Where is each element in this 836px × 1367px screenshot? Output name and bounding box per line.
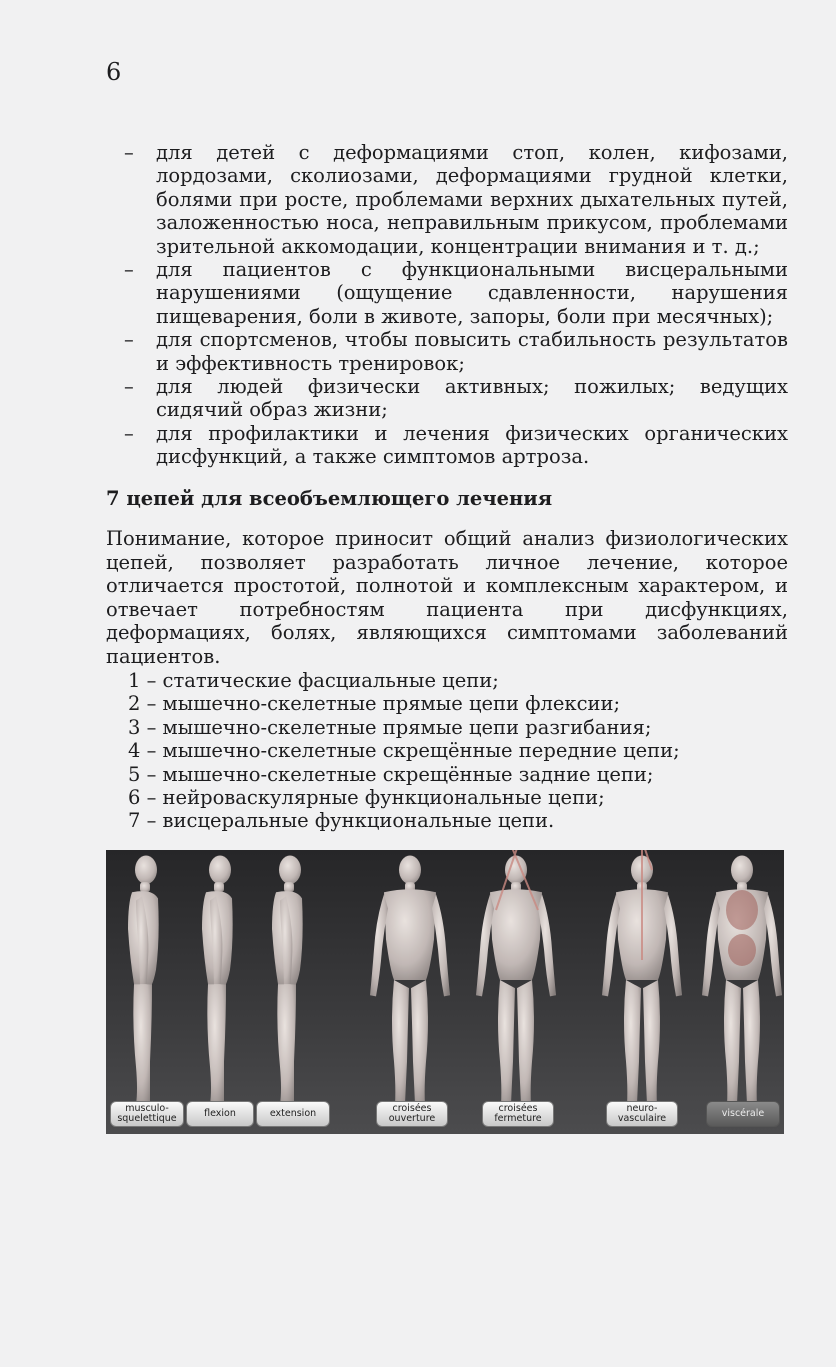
- section-heading: 7 цепей для всеобъемлющего лечения: [106, 487, 553, 510]
- caption-line: squelettique: [117, 1113, 177, 1124]
- page-number: 6: [106, 58, 122, 86]
- chain-list-item: 4 – мышечно-скелетные скрещённые передние цепи;: [128, 739, 680, 763]
- caption-line: fermeture: [494, 1113, 542, 1124]
- caption-line: flexion: [204, 1108, 236, 1119]
- chain-list-item: 5 – мышечно-скелетные скрещённые задние цепи;: [128, 762, 654, 786]
- chain-list-item: 6 – нейроваскулярные функциональные цепи;: [128, 786, 605, 810]
- chain-list-item: 7 – висцеральные функциональные цепи.: [128, 809, 555, 833]
- chain-list-item: 2 – мышечно-скелетные прямые цепи флексии;: [128, 692, 621, 716]
- list-item: [124, 258, 788, 328]
- caption-line: ouverture: [388, 1113, 436, 1124]
- caption-line: croisées: [498, 1103, 538, 1114]
- caption-line: musculo-: [125, 1103, 169, 1114]
- chain-list-item: 3 – мышечно-скелетные прямые цепи разгибания;: [128, 715, 652, 739]
- list-item-text: для спортсменов, чтобы повысить стабильность результатов и эффективность тренировок;: [156, 328, 788, 375]
- body-chains-figure: [106, 850, 784, 1134]
- indication-list: [124, 141, 788, 469]
- list-item-text: для профилактики и лечения физических органических дисфункций, а также симптомов артроза.: [156, 421, 788, 469]
- section-paragraph: Понимание, которое приносит общий анализ физиологических цепей, позволяет разработать личное лечение, которое отличается простотой, полнотой и комплексным характером, и отвечает потребностям пациента при дисфункциях, деформациях, болях, являющихся симптомами заболеваний пациентов.: [106, 527, 788, 668]
- chain-list: [128, 669, 680, 833]
- caption-line: extension: [269, 1108, 317, 1119]
- list-dash: –: [124, 375, 134, 399]
- figure-caption: [186, 1101, 254, 1127]
- figure-caption: [482, 1101, 554, 1127]
- list-dash: –: [124, 141, 134, 164]
- figure-caption: [376, 1101, 448, 1127]
- list-item: [124, 422, 788, 469]
- list-item-text: для пациентов с функциональными висцеральными нарушениями (ощущение сдавленности, нарушения пищеварения, боли в животе, запоры, боли при месячных);: [156, 258, 788, 328]
- figure-caption: [110, 1101, 184, 1127]
- list-item-text: для людей физически активных; пожилых; ведущих сидячий образ жизни;: [156, 375, 788, 422]
- caption-line: viscérale: [721, 1108, 765, 1119]
- list-item: [124, 141, 788, 258]
- figure-caption: [706, 1101, 780, 1127]
- organ-shape: [726, 890, 758, 930]
- caption-line: vasculaire: [617, 1113, 667, 1124]
- organ-shape: [728, 934, 756, 966]
- caption-line: neuro-: [626, 1103, 658, 1114]
- chain-list-item: 1 – статические фасциальные цепи;: [128, 669, 499, 692]
- list-dash: –: [124, 258, 134, 282]
- figure-caption: [606, 1101, 678, 1127]
- list-dash: –: [124, 328, 134, 352]
- figure-caption: [256, 1101, 330, 1127]
- list-item: [124, 328, 788, 375]
- caption-line: croisées: [392, 1103, 432, 1114]
- list-item-text: для детей с деформациями стоп, колен, кифозами, лордозами, сколиозами, деформациями грудной клетки, болями при росте, проблемами верхних дыхательных путей, заложенностью носа, неправильным прикусом, проблемами зрительной аккомодации, концентрации внимания и т. д.;: [156, 141, 788, 258]
- figure-illustration: [106, 850, 784, 1134]
- list-dash: –: [124, 421, 134, 445]
- list-item: [124, 375, 788, 422]
